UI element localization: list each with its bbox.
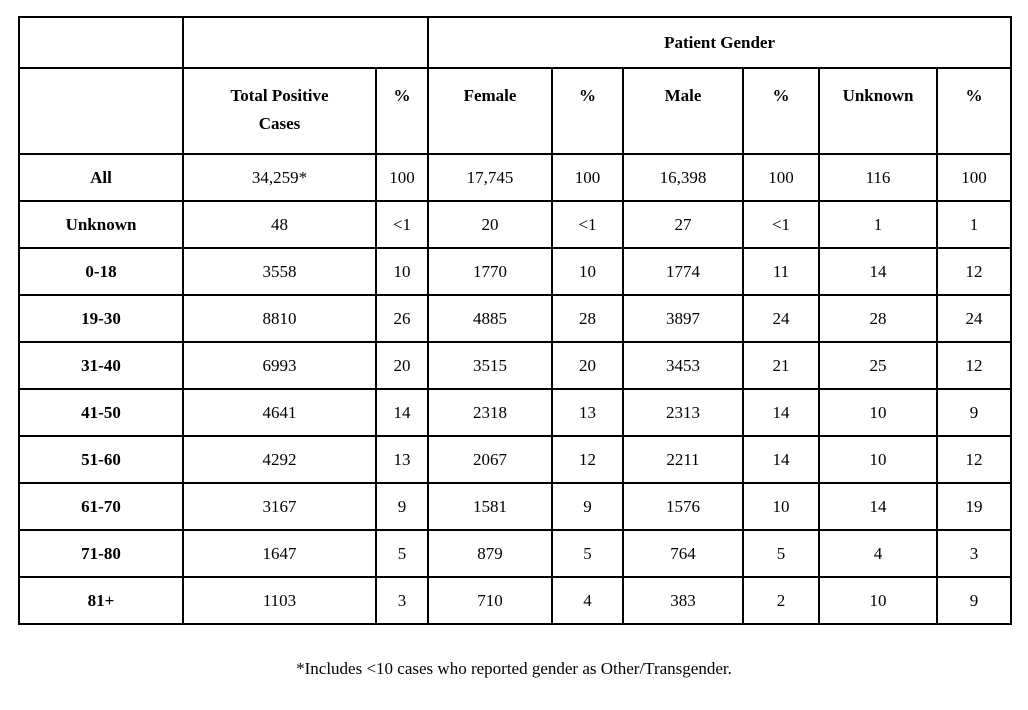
patient-gender-age-table xyxy=(18,16,1012,625)
cell-total: 34,259* xyxy=(183,154,376,201)
row-label: 51-60 xyxy=(19,436,183,483)
gender-group-header: Patient Gender xyxy=(428,17,1011,68)
table-row-81plus xyxy=(19,577,1011,624)
cell-total-pct: 100 xyxy=(376,154,428,201)
col-header-unknown-pct: % xyxy=(937,68,1011,154)
column-header-row xyxy=(19,68,1011,154)
cell-male: 1774 xyxy=(623,248,743,295)
table-row-41-50 xyxy=(19,389,1011,436)
row-label: 81+ xyxy=(19,577,183,624)
cell-unknown-pct: 12 xyxy=(937,342,1011,389)
cell-unknown-pct: 19 xyxy=(937,483,1011,530)
table-row-51-60 xyxy=(19,436,1011,483)
cell-total-pct: 3 xyxy=(376,577,428,624)
row-label: 61-70 xyxy=(19,483,183,530)
cell-male: 1576 xyxy=(623,483,743,530)
row-label: Unknown xyxy=(19,201,183,248)
empty-corner-cell xyxy=(19,17,183,68)
cell-total: 1647 xyxy=(183,530,376,577)
cell-female: 1770 xyxy=(428,248,552,295)
cell-unknown: 10 xyxy=(819,577,937,624)
cell-female-pct: 13 xyxy=(552,389,623,436)
cell-unknown: 28 xyxy=(819,295,937,342)
cell-unknown-pct: 9 xyxy=(937,577,1011,624)
cell-unknown-pct: 24 xyxy=(937,295,1011,342)
table-row-all xyxy=(19,154,1011,201)
cell-total: 4641 xyxy=(183,389,376,436)
gender-header-row xyxy=(19,17,1011,68)
cell-unknown-pct: 12 xyxy=(937,248,1011,295)
cell-male: 764 xyxy=(623,530,743,577)
cell-female: 17,745 xyxy=(428,154,552,201)
cell-unknown-pct: 9 xyxy=(937,389,1011,436)
col-header-male: Male xyxy=(623,68,743,154)
cell-total: 48 xyxy=(183,201,376,248)
table-row-0-18 xyxy=(19,248,1011,295)
cell-total: 8810 xyxy=(183,295,376,342)
cell-unknown: 116 xyxy=(819,154,937,201)
col-header-female: Female xyxy=(428,68,552,154)
cell-male: 383 xyxy=(623,577,743,624)
cell-male-pct: 14 xyxy=(743,389,819,436)
cell-male-pct: <1 xyxy=(743,201,819,248)
cell-male: 27 xyxy=(623,201,743,248)
cell-female-pct: <1 xyxy=(552,201,623,248)
cell-total-pct: 14 xyxy=(376,389,428,436)
row-label: 19-30 xyxy=(19,295,183,342)
cell-female: 2318 xyxy=(428,389,552,436)
row-label: 41-50 xyxy=(19,389,183,436)
cell-unknown-pct: 1 xyxy=(937,201,1011,248)
cell-male-pct: 24 xyxy=(743,295,819,342)
cell-male: 2313 xyxy=(623,389,743,436)
cell-female-pct: 100 xyxy=(552,154,623,201)
row-label: All xyxy=(19,154,183,201)
cell-total-pct: 13 xyxy=(376,436,428,483)
cell-total-pct: 10 xyxy=(376,248,428,295)
cell-male: 2211 xyxy=(623,436,743,483)
cell-male: 3897 xyxy=(623,295,743,342)
cell-male: 16,398 xyxy=(623,154,743,201)
cell-unknown: 14 xyxy=(819,248,937,295)
cell-total: 3558 xyxy=(183,248,376,295)
cell-total-pct: <1 xyxy=(376,201,428,248)
empty-row-label-header xyxy=(19,68,183,154)
cell-female-pct: 28 xyxy=(552,295,623,342)
cell-total: 1103 xyxy=(183,577,376,624)
cell-unknown: 1 xyxy=(819,201,937,248)
cell-male-pct: 2 xyxy=(743,577,819,624)
cell-unknown-pct: 100 xyxy=(937,154,1011,201)
cell-female: 20 xyxy=(428,201,552,248)
cell-female-pct: 12 xyxy=(552,436,623,483)
cell-male-pct: 14 xyxy=(743,436,819,483)
cell-female: 879 xyxy=(428,530,552,577)
cell-male-pct: 5 xyxy=(743,530,819,577)
cell-female: 2067 xyxy=(428,436,552,483)
row-label: 31-40 xyxy=(19,342,183,389)
cell-unknown: 4 xyxy=(819,530,937,577)
table-row-71-80 xyxy=(19,530,1011,577)
cell-male-pct: 21 xyxy=(743,342,819,389)
cell-unknown: 25 xyxy=(819,342,937,389)
cell-unknown: 10 xyxy=(819,389,937,436)
col-header-total-positive-cases xyxy=(183,68,376,154)
cell-female: 3515 xyxy=(428,342,552,389)
cell-female-pct: 4 xyxy=(552,577,623,624)
cell-unknown-pct: 3 xyxy=(937,530,1011,577)
cell-unknown-pct: 12 xyxy=(937,436,1011,483)
cell-female-pct: 5 xyxy=(552,530,623,577)
col-header-female-pct: % xyxy=(552,68,623,154)
cell-unknown: 14 xyxy=(819,483,937,530)
cell-total: 4292 xyxy=(183,436,376,483)
table-footnote: *Includes <10 cases who reported gender as Other/Transgender. xyxy=(296,659,732,678)
cell-total-pct: 9 xyxy=(376,483,428,530)
row-label: 0-18 xyxy=(19,248,183,295)
cell-total-pct: 26 xyxy=(376,295,428,342)
cell-male-pct: 100 xyxy=(743,154,819,201)
row-label: 71-80 xyxy=(19,530,183,577)
empty-header-cell xyxy=(183,17,428,68)
cell-female-pct: 10 xyxy=(552,248,623,295)
cell-total: 6993 xyxy=(183,342,376,389)
cell-unknown: 10 xyxy=(819,436,937,483)
cell-female-pct: 9 xyxy=(552,483,623,530)
cell-male-pct: 11 xyxy=(743,248,819,295)
table-row-31-40 xyxy=(19,342,1011,389)
cell-male-pct: 10 xyxy=(743,483,819,530)
cell-female: 1581 xyxy=(428,483,552,530)
cell-total-pct: 5 xyxy=(376,530,428,577)
cell-male: 3453 xyxy=(623,342,743,389)
col-header-unknown: Unknown xyxy=(819,68,937,154)
col-header-male-pct: % xyxy=(743,68,819,154)
col-header-label: Total Positive Cases xyxy=(230,86,329,133)
table-row-unknown xyxy=(19,201,1011,248)
table-row-61-70 xyxy=(19,483,1011,530)
cell-female: 4885 xyxy=(428,295,552,342)
cell-female: 710 xyxy=(428,577,552,624)
cell-female-pct: 20 xyxy=(552,342,623,389)
cell-total: 3167 xyxy=(183,483,376,530)
col-header-total-pct: % xyxy=(376,68,428,154)
cell-total-pct: 20 xyxy=(376,342,428,389)
table-row-19-30 xyxy=(19,295,1011,342)
